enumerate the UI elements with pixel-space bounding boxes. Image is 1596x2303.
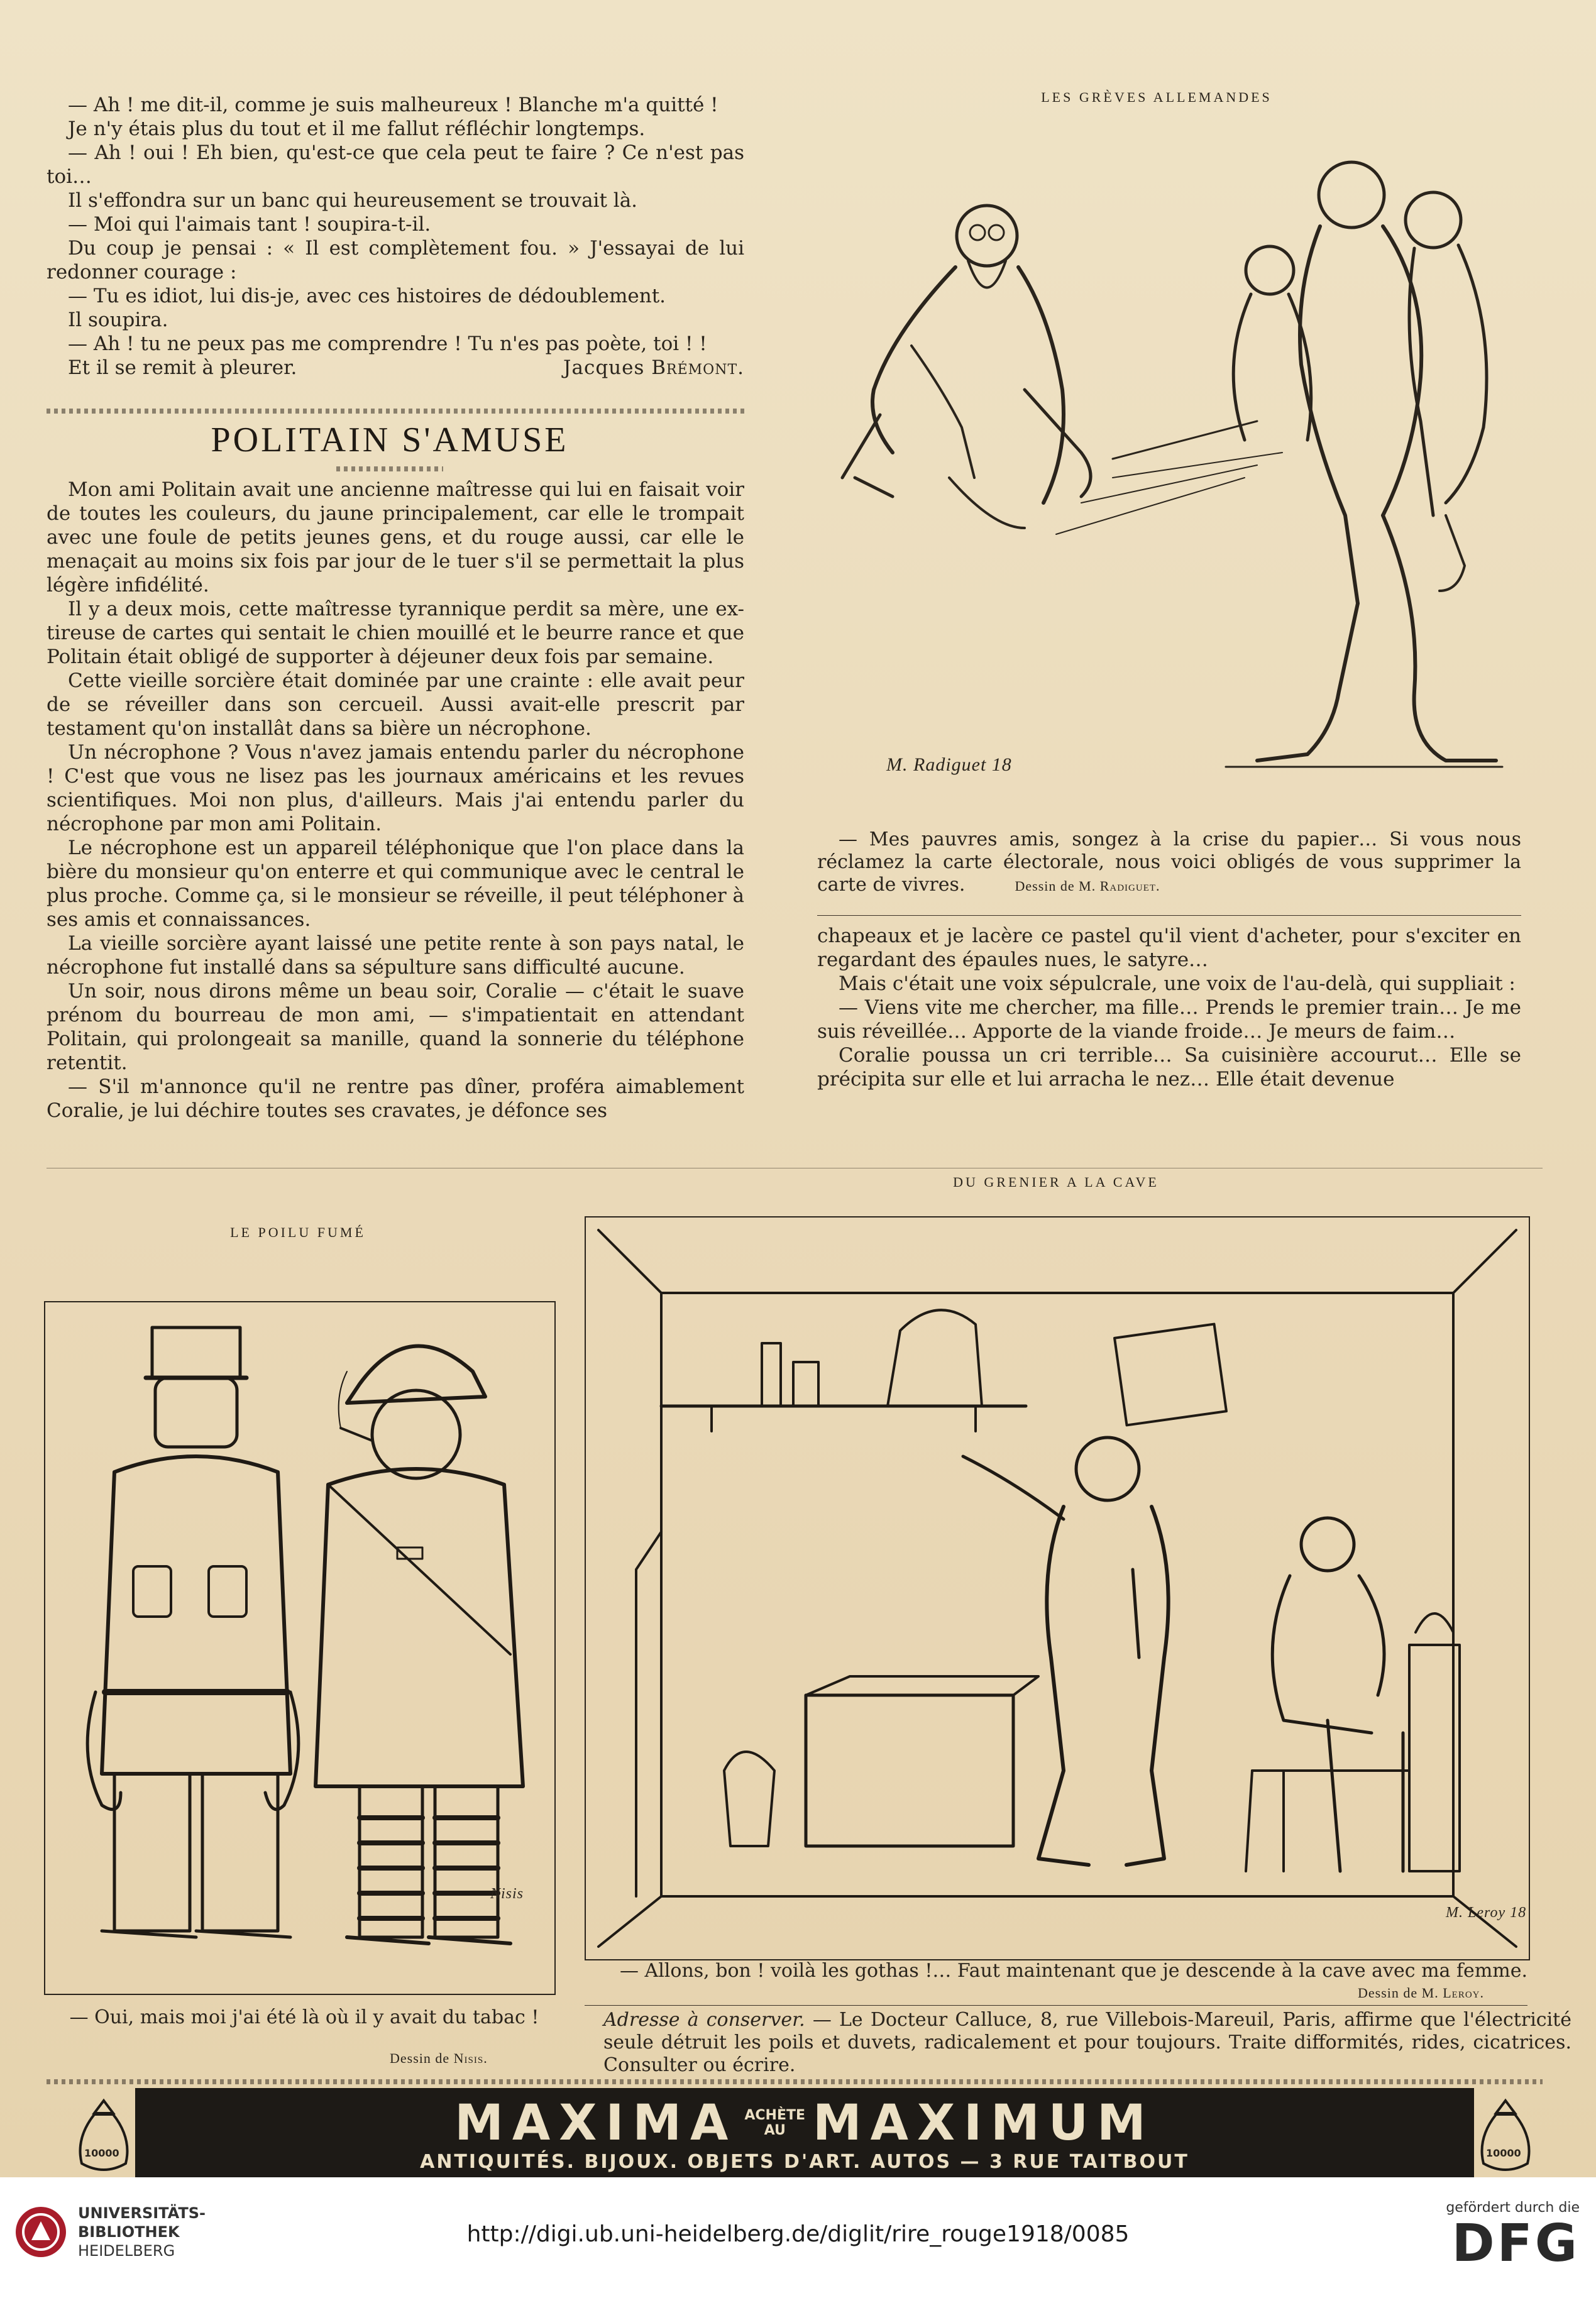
story-paragraph: — Tu es idiot, lui dis-je, avec ces histoires de dédoublement. — [68, 285, 666, 307]
moneybag-label: 10000 — [84, 2147, 119, 2159]
cartoon-greves-caption: — Mes pauvres amis, songez à la crise du papier… Si vous nous réclamez la carte électorale, nous voici obligés de vous supprimer la carte de vivres. Dessin de M. Radiguet. — [817, 828, 1521, 896]
cartoon-title-cave: DU GRENIER A LA CAVE — [953, 1174, 1159, 1190]
cartoon-poilu-caption: — Oui, mais moi j'ai été là où il y avait du tabac ! — [69, 2006, 539, 2028]
cartoon-cave-signature: M. Leroy 18 — [1446, 1905, 1527, 1921]
article-paragraph: — Viens vite me chercher, ma fille… Prends le premier train… Je me suis réveillée… Apporte de la viande froide… Je meurs de faim… — [817, 996, 1521, 1043]
article-paragraph: Coralie poussa un cri terrible… Sa cuisinière accourut… Elle se précipita sur elle et lui arracha le nez… Elle était devenue — [817, 1044, 1521, 1091]
story-paragraph: Il s'effondra sur un banc qui heureusement se trouvait là. — [68, 189, 638, 212]
cartoon-title-greves: LES GRÈVES ALLEMANDES — [1041, 89, 1272, 105]
story-ending — [47, 93, 744, 380]
story-paragraph: Du coup je pensai : « Il est complètement fou. » J'essayai de lui redonner courage : — [47, 237, 744, 283]
dfg-logo: DFG — [1451, 2214, 1580, 2273]
moneybag-icon — [1477, 2094, 1534, 2176]
article-paragraph: Mon ami Politain avait une ancienne maîtresse qui lui en faisait voir de toutes les couleurs, du jaune principalement, car elle le trompait avec une foule de petits jeunes gens, et du rouge aussi, car elle le menaçait au moins six fois par jour de le tuer s'il se permettait la plus légère infidélité. — [47, 478, 744, 596]
funded-by-label: gefördert durch die — [1446, 2200, 1580, 2216]
uni-name-line: HEIDELBERG — [78, 2242, 175, 2260]
caption-divider — [817, 915, 1521, 916]
uni-name-line: UNIVERSITÄTS- — [78, 2204, 206, 2222]
notice-divider — [585, 2005, 1527, 2006]
library-footer — [0, 2177, 1596, 2303]
cartoon-title-poilu: LE POILU FUMÉ — [230, 1224, 366, 1240]
cartoon-cave-drawing — [585, 1216, 1530, 1960]
au-word: AU — [764, 2122, 786, 2138]
cartoon-poilu-signature: Nisis — [490, 1886, 524, 1902]
story-paragraph: Il soupira. — [68, 309, 168, 331]
article-paragraph: — S'il m'annonce qu'il ne rentre pas dîner, proféra aimablement Coralie, je lui déchire toutes ses cravates, je défonce ses — [47, 1075, 744, 1122]
section-divider — [47, 2079, 1543, 2084]
cartoon-poilu-credit: Dessin de Nisis. — [390, 2050, 488, 2066]
story-signature-line — [47, 356, 744, 380]
cartoon-greves-signature: M. Radiguet 18 — [886, 754, 1012, 775]
story-last-line: Et il se remit à pleurer. — [68, 356, 297, 379]
article-paragraph: Cette vieille sorcière était dominée par une crainte : elle avait peur de se réveiller dans son cercueil. Aussi avait-elle prescrit par testament qu'on installât dans sa bière un nécrophone. — [47, 669, 744, 740]
story-paragraph: — Moi qui l'aimais tant ! soupira-t-il. — [68, 213, 431, 236]
page-url-link[interactable]: http://digi.ub.uni-heidelberg.de/diglit/rire_rouge1918/0085 — [466, 2221, 1130, 2247]
maxima-advertisement — [75, 2088, 1534, 2182]
maxima-banner — [135, 2088, 1474, 2182]
moneybag-icon — [75, 2094, 132, 2176]
cartoon-cave-credit: Dessin de M. Leroy. — [1358, 1985, 1484, 2001]
story-paragraph: — Ah ! me dit-il, comme je suis malheureux ! Blanche m'a quitté ! — [68, 94, 718, 116]
article-paragraph: Un nécrophone ? Vous n'avez jamais entendu parler du nécrophone ! C'est que vous ne lisez pas les journaux américains et les revues scientifiques. Moi non plus, d'ailleurs. Mais j'ai entendu parler du nécrophone par mon ami Politain. — [47, 741, 744, 835]
article-title: POLITAIN S'AMUSE — [211, 420, 569, 459]
story-paragraph: Je n'y étais plus du tout et il me fallut réfléchir longtemps. — [68, 118, 646, 140]
dfg-credit[interactable] — [1446, 2200, 1580, 2272]
article-paragraph: Mais c'était une voix sépulcrale, une voix de l'au-delà, qui suppliait : — [839, 972, 1516, 995]
article-body — [47, 478, 744, 1123]
story-paragraph: — Ah ! oui ! Eh bien, qu'est-ce que cela peut te faire ? Ce n'est pas toi… — [47, 141, 744, 188]
article-paragraph: Un soir, nous dirons même un beau soir, Coralie — c'était le suave prénom du bourreau de mon ami, — s'impatientait en attendant Politain, qui prolongeait sa manille, quand la sonnerie du téléphone retentit. — [47, 980, 744, 1074]
cartoon-cave-caption: — Allons, bon ! voilà les gothas !… Faut maintenant que je descende à la cave avec ma femme. — [620, 1960, 1527, 1982]
cartoon-greves-drawing — [817, 126, 1521, 811]
article-paragraph: Le nécrophone est un appareil téléphonique que l'on place dans la bière du monsieur qu'on enterre et qui communique avec le central le plus proche. Comme ça, si le monsieur se réveille, il peut téléphoner à ses amis et connaissances. — [47, 837, 744, 931]
article-continuation — [817, 924, 1521, 1091]
notice-advert — [603, 2009, 1571, 2077]
title-ornament — [336, 466, 443, 471]
story-paragraph: — Ah ! tu ne peux pas me comprendre ! Tu n'es pas poète, toi ! ! — [68, 333, 707, 355]
maxima-tagline: ANTIQUITÉS. BIJOUX. OBJETS D'ART. AUTOS — 3 RUE TAITBOUT — [420, 2150, 1189, 2173]
uni-name-line: BIBLIOTHEK — [78, 2223, 180, 2241]
maxima-word: MAXIMA — [454, 2094, 737, 2152]
article-paragraph: chapeaux et je lacère ce pastel qu'il vient d'acheter, pour s'exciter en regardant des épaules nues, le satyre… — [817, 925, 1521, 971]
achete-word: ACHÈTE — [744, 2107, 806, 2123]
section-divider — [47, 409, 744, 414]
story-author: Jacques Brémont. — [563, 356, 744, 379]
cartoon-poilu-drawing — [44, 1301, 556, 1995]
moneybag-label: 10000 — [1486, 2147, 1521, 2159]
notice-lead: Adresse à conserver. — [603, 2009, 805, 2031]
article-paragraph: Il y a deux mois, cette maîtresse tyrannique perdit sa mère, une ex-tireuse de cartes qui sentait le chien mouillé et le beurre rance et que Politain était obligé de supporter à déjeuner deux fois par semaine. — [47, 598, 744, 668]
maximum-word: MAXIMUM — [813, 2094, 1155, 2152]
article-paragraph: La vieille sorcière ayant laissé une petite rente à son pays natal, le nécrophone fut installé dans sa sépulture sans difficulté aucune. — [47, 932, 744, 979]
notice-text: — Le Docteur Calluce, 8, rue Villebois-Mareuil, Paris, affirme que l'électricité seule détruit les poils et duvets, radicalement et pour toujours. Traite difformités, rides, cicatrices. Consulter ou écrire. — [603, 2009, 1571, 2076]
